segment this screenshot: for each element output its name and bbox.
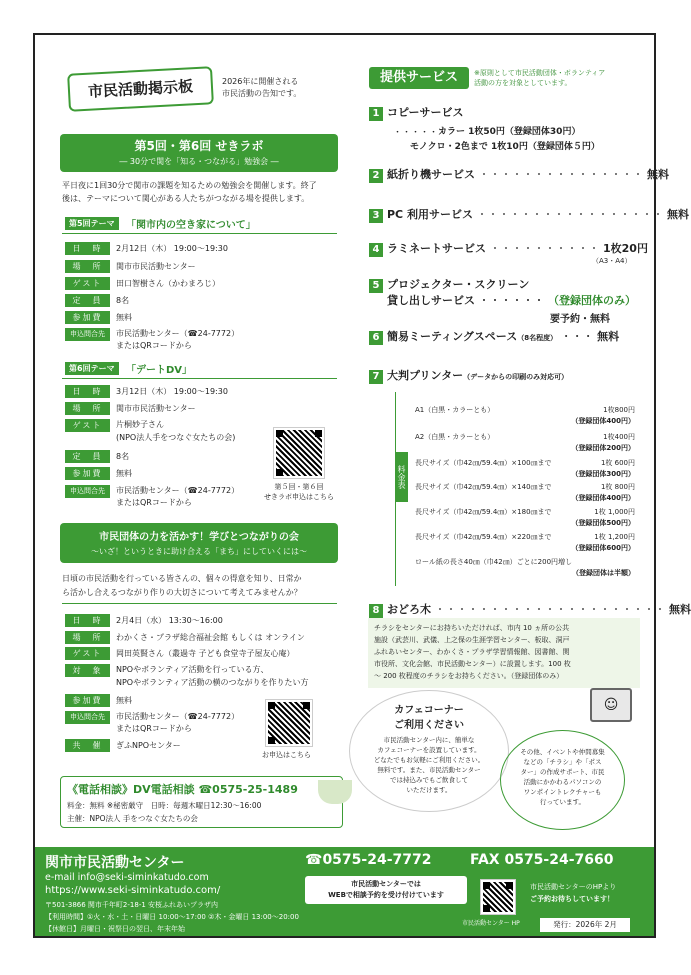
label-place: 場 所 xyxy=(65,631,110,644)
theme6-place: 関市市民活動センター xyxy=(116,404,196,413)
sekirabo-banner xyxy=(60,134,338,172)
footer-fax: FAX 0575-24-7660 xyxy=(470,852,614,868)
printer-price: 1枚 600円 xyxy=(600,459,635,467)
theme6-tag: 第6回テーマ xyxy=(65,362,119,375)
printer-registered-price: （登録団体600円） xyxy=(571,544,635,552)
pc-help-l6: 行っています。 xyxy=(540,798,585,806)
theme5-guest: 田口智樹さん（かわまろじ） xyxy=(116,279,220,288)
bulletin-badge xyxy=(67,66,214,112)
service-folder-label: 紙折り機サービス xyxy=(387,168,475,181)
footer-url[interactable]: https://www.seki-siminkatudo.com/ xyxy=(45,885,221,896)
services-title: 提供サービス xyxy=(369,67,469,89)
odoroki-desc3: ふれあいセンター、わかくさ・プラザ学習情報館、図書館、関 xyxy=(374,648,570,656)
theme6-guest2: (NPO法人手をつなぐ女たちの会) xyxy=(116,433,236,442)
fee-table-label: 料金表 xyxy=(395,452,408,502)
service-projector-note: 要予約・無料 xyxy=(550,314,610,325)
phone-consult-box xyxy=(60,776,343,828)
divider xyxy=(62,233,337,234)
theme5-contact1: 市民活動センター（☎24-7772） xyxy=(116,329,240,338)
copy-dots: ・・・・・・ xyxy=(393,128,448,138)
services-note1: ※原則として市民活動団体・ボランティア xyxy=(474,69,606,77)
printer-price-row xyxy=(415,405,635,415)
tsunagari-desc1: 日頃の市民活動を行っている皆さんの、個々の得意を知り、日常か xyxy=(62,574,302,583)
printer-price: 1枚 1,200円 xyxy=(594,533,635,541)
printer-item: ロール紙の長さ40㎝（巾42㎝）ごとに200円増し xyxy=(415,558,573,566)
tsunagari-target1: NPOやボランティア活動を行っている方、 xyxy=(116,665,269,674)
printer-item: 長尺サイズ（巾42㎝/59.4㎝）×100㎝まで xyxy=(415,459,552,467)
service-number: 5 xyxy=(369,279,383,293)
service-pc: 3 PC 利用サービス ・・・・・・・・・・・・・・・・・ 無料 xyxy=(369,206,689,223)
tsunagari-banner xyxy=(60,523,338,563)
cafe-l3: どなたでもお気軽にご利用ください。 xyxy=(373,756,485,764)
service-number: 6 xyxy=(369,331,383,345)
theme6-contact1: 市民活動センター（☎24-7772） xyxy=(116,486,240,495)
printer-price-row xyxy=(415,557,635,567)
cafe-l1: 市民活動センター内に、簡単な xyxy=(383,736,475,744)
odoroki-desc xyxy=(368,618,640,688)
cafe-bubble xyxy=(349,690,509,812)
label-date: 日 時 xyxy=(65,242,110,255)
cafe-l5: では持込みでもご飲食して xyxy=(390,776,468,784)
footer-hp-caption: 市民活動センター HP xyxy=(462,920,520,927)
service-projector-line2: 貸し出しサービス ・・・・・・ （登録団体のみ） xyxy=(387,294,636,307)
label-date: 日 時 xyxy=(65,385,110,398)
service-projector-price: （登録団体のみ） xyxy=(548,294,636,307)
qr-caption-line2: せきラボ申込はこちら xyxy=(264,493,334,501)
pc-help-l2: などの「チラシ」や「ポス xyxy=(523,758,602,766)
tsunagari-qr-code[interactable] xyxy=(266,700,312,746)
theme6-contact2: またはQRコードから xyxy=(116,498,192,507)
theme5-capacity: 8名 xyxy=(116,296,130,305)
label-guest: ゲスト xyxy=(65,419,110,432)
printer-registered-price: （登録団体400円） xyxy=(571,417,635,425)
theme5-place: 関市市民活動センター xyxy=(116,262,196,271)
pc-help-bubble xyxy=(500,730,625,830)
label-contact: 申込問合先 xyxy=(65,328,110,341)
service-folder: 2 紙折り機サービス ・・・・・・・・・・・・・・・ 無料 xyxy=(369,166,669,183)
printer-price-row xyxy=(415,507,635,517)
theme5-date: 2月12日（木） 19:00～19:30 xyxy=(116,244,228,253)
label-fee: 参加費 xyxy=(65,694,110,707)
label-fee: 参加費 xyxy=(65,311,110,324)
cafe-l2: カフェコーナーを設置しています。 xyxy=(377,746,481,754)
odoroki-desc5: ～ 200 枚程度のチラシをお持ちください。（登録団体のみ） xyxy=(374,672,564,680)
service-printer-note: （データからの印刷のみ対応可） xyxy=(463,373,569,381)
pc-help-l3: ター」の作成サポート、市民 xyxy=(520,768,605,776)
service-laminate-price: 1枚20円 xyxy=(603,242,648,255)
printer-registered-price: （登録団体は半額） xyxy=(572,569,635,577)
printer-price: 1枚400円 xyxy=(603,433,635,441)
cafe-title2: ご利用ください xyxy=(394,720,464,731)
sekirabo-desc1: 平日夜に1回30分で関市の課題を知るための勉強会を開催します。終了 xyxy=(62,181,317,190)
service-laminate-size: （A3・A4） xyxy=(592,257,632,265)
footer-tel: ☎0575-24-7772 xyxy=(305,852,432,868)
phone-consult-line1: 料金：無料 ※秘密厳守 日時：毎週木曜日12:30～16:00 xyxy=(67,801,262,810)
intro-line1: 2026年に開催される xyxy=(222,77,299,86)
service-laminate: 4 ラミネートサービス ・・・・・・・・・・ 1枚20円 xyxy=(369,240,648,257)
service-number: 3 xyxy=(369,209,383,223)
tsunagari-guest: 岡田英賢さん（叢過寺 子ども食堂寺子屋友心庵） xyxy=(116,649,295,658)
printer-price: 1枚800円 xyxy=(603,406,635,414)
theme5-contact2: またはQRコードから xyxy=(116,341,192,350)
theme5-fee: 無料 xyxy=(116,313,132,322)
service-odoroki-label: おどろ木 xyxy=(387,603,431,616)
theme5-tag: 第5回テーマ xyxy=(65,217,119,230)
footer-issued: 発行：2026年 2月 xyxy=(540,918,630,932)
service-odoroki-price: 無料 xyxy=(669,603,691,616)
tsunagari-cohost: ぎふNPOセンター xyxy=(116,741,181,750)
service-number: 4 xyxy=(369,243,383,257)
cafe-l4: 無料です。また、市民活動センター xyxy=(377,766,481,774)
tsunagari-target2: NPOやボランティア活動の横のつながりを作りたい方 xyxy=(116,678,309,687)
footer-address: 〒501-3866 関市千年町2-18-1 安桜ふれあいプラザ内 xyxy=(45,901,219,909)
label-contact: 申込問合先 xyxy=(65,485,110,498)
sekirabo-desc2: 後は、テーマについて関心がある人たちがつながる場を提供します。 xyxy=(62,194,310,203)
odoroki-desc4: 市役所、文化会館、市民活動センター）に設置します。100 枚 xyxy=(374,660,571,668)
footer-hours: 【利用時間】①火・水・土・日曜日 10:00～17:00 ②木・金曜日 13:00～20:00 xyxy=(45,913,299,921)
pc-help-l5: ワンポイントレクチャーも xyxy=(523,788,602,796)
printer-price-row xyxy=(415,432,635,442)
printer-item: A2（白黒・カラーとも） xyxy=(415,433,495,441)
service-pc-label: PC 利用サービス xyxy=(387,208,473,221)
printer-price-row xyxy=(415,458,635,468)
sekirabo-subtitle: ― 30分で関を「知る・つながる」勉強会 ― xyxy=(119,157,279,166)
printer-price-row xyxy=(415,532,635,542)
service-number: 7 xyxy=(369,370,383,384)
service-printer xyxy=(369,367,568,384)
service-printer-label: 大判プリンター xyxy=(387,369,464,382)
service-meeting: 6 簡易ミーティングスペース（8名程度） ・・・ 無料 xyxy=(369,328,619,345)
service-projector-label1: プロジェクター・スクリーン xyxy=(387,278,530,291)
printer-registered-price: （登録団体300円） xyxy=(571,470,635,478)
service-meeting-label: 簡易ミーティングスペース xyxy=(387,330,518,343)
odoroki-desc1: チラシをセンターにお持ちいただければ、市内 10 ヵ所の公共 xyxy=(374,624,570,632)
service-copy-label: コピーサービス xyxy=(387,106,464,119)
footer-hp1: 市民活動センターのHPより xyxy=(530,883,617,891)
theme6-date: 3月12日（木） 19:00～19:30 xyxy=(116,387,228,396)
service-laminate-label: ラミネートサービス xyxy=(387,242,486,255)
printer-price-row xyxy=(415,482,635,492)
service-projector-label2: 貸し出しサービス xyxy=(387,294,475,307)
service-number: 8 xyxy=(369,604,383,618)
footer-hp2: ご予約お待ちしています！ xyxy=(530,895,614,903)
service-number: 1 xyxy=(369,107,383,121)
printer-item: 長尺サイズ（巾42㎝/59.4㎝）×220㎝まで xyxy=(415,533,552,541)
printer-registered-price: （登録団体500円） xyxy=(571,519,635,527)
printer-price: 1枚 800円 xyxy=(600,483,635,491)
intro-line2: 市民活動の告知です。 xyxy=(222,89,302,98)
label-guest: ゲスト xyxy=(65,277,110,290)
printer-item: 長尺サイズ（巾42㎝/59.4㎝）×180㎝まで xyxy=(415,508,552,516)
service-odoroki: 8 おどろ木 ・・・・・・・・・・・・・・・・・・・・・ 無料 xyxy=(369,601,691,618)
tsunagari-fee: 無料 xyxy=(116,696,132,705)
theme6-title: 「デートDV」 xyxy=(126,365,193,376)
tsunagari-contact1: 市民活動センター（☎24-7772） xyxy=(116,712,240,721)
sekirabo-qr-code[interactable] xyxy=(274,428,324,478)
divider xyxy=(62,378,337,379)
copy-mono-price: モノクロ・2色まで 1枚10円（登録団体５円） xyxy=(410,142,600,152)
footer-web-box xyxy=(305,876,467,904)
sekirabo-title: 第5回・第6回 せきラボ xyxy=(134,139,264,153)
label-contact: 申込問合先 xyxy=(65,711,110,724)
tsunagari-title: 市民団体の力を活かす！学びとつながりの会 xyxy=(99,532,299,543)
bulletin-title: 市民活動掲示板 xyxy=(87,77,194,101)
service-projector xyxy=(369,276,529,293)
printer-price: 1枚 1,000円 xyxy=(594,508,635,516)
label-date: 日 時 xyxy=(65,614,110,627)
footer-web1: 市民活動センターでは xyxy=(351,880,421,888)
label-place: 場 所 xyxy=(65,402,110,415)
label-capacity: 定 員 xyxy=(65,294,110,307)
label-guest: ゲスト xyxy=(65,647,110,660)
sekirabo-qr-caption xyxy=(262,482,336,502)
divider xyxy=(62,603,337,604)
footer-closed: 【休館日】月曜日・祝祭日の翌日、年末年始 xyxy=(45,925,185,933)
service-copy xyxy=(369,104,464,121)
service-pc-price: 無料 xyxy=(666,208,689,221)
service-meeting-price: 無料 xyxy=(597,330,620,343)
coffee-cup-icon xyxy=(318,780,352,804)
printer-item: A1（白黒・カラーとも） xyxy=(415,406,495,414)
printer-registered-price: （登録団体400円） xyxy=(571,494,635,502)
computer-icon: ☺ xyxy=(590,688,632,722)
tsunagari-date: 2月4日（水） 13:30～16:00 xyxy=(116,616,223,625)
tsunagari-qr-caption: お申込はこちら xyxy=(262,751,311,759)
tsunagari-contact2: またはQRコードから xyxy=(116,724,192,733)
qr-caption-line1: 第５回・第６回 xyxy=(274,483,324,491)
cafe-l6: いただけます。 xyxy=(406,786,452,794)
tsunagari-place: わかくさ・プラザ総合福祉会館 もしくは オンライン xyxy=(116,633,305,642)
label-fee: 参加費 xyxy=(65,467,110,480)
cafe-title1: カフェコーナー xyxy=(394,705,464,716)
odoroki-desc2: 施設（武芸川、武儀、上之保の生涯学習センター、板取、洞戸 xyxy=(374,636,570,644)
services-note2: 活動の方を対象としています。 xyxy=(474,79,572,87)
theme5-title: 「関市内の空き家について」 xyxy=(126,220,256,231)
tsunagari-subtitle: ～いざ！というときに助け合える「まち」にしていくには～ xyxy=(91,547,307,556)
label-capacity: 定 員 xyxy=(65,450,110,463)
service-folder-price: 無料 xyxy=(647,168,669,181)
copy-color-price: カラー 1枚50円（登録団体30円） xyxy=(438,127,581,137)
pc-help-l1: その他、イベントや仲間募集 xyxy=(520,748,605,756)
printer-item: 長尺サイズ（巾42㎝/59.4㎝）×140㎝まで xyxy=(415,483,552,491)
theme6-guest1: 片桐妙子さん xyxy=(116,420,164,429)
theme6-capacity: 8名 xyxy=(116,452,130,461)
service-number: 2 xyxy=(369,169,383,183)
footer-web2: WEBで相談予約を受け付けています xyxy=(328,891,444,899)
label-place: 場 所 xyxy=(65,260,110,273)
tsunagari-desc2: ら活かし合えるつながり作りの大切さについて考えてみませんか？ xyxy=(62,588,302,597)
service-meeting-cap: （8名程度） xyxy=(517,334,558,342)
footer-hp-qr-code[interactable] xyxy=(481,880,515,914)
label-cohost: 共 催 xyxy=(65,739,110,752)
pc-help-l4: 活動にかかわるパソコンの xyxy=(523,778,602,786)
theme6-fee: 無料 xyxy=(116,469,132,478)
phone-consult-line2: 主催：NPO法人 手をつなぐ女たちの会 xyxy=(67,814,198,823)
printer-registered-price: （登録団体200円） xyxy=(571,444,635,452)
footer-org-name: 関市市民活動センター xyxy=(45,855,185,871)
phone-consult-title: 《電話相談》DV電話相談 ☎0575-25-1489 xyxy=(67,783,298,796)
label-target: 対 象 xyxy=(65,664,110,677)
footer-email[interactable]: e-mail info@seki-siminkatudo.com xyxy=(45,872,209,883)
